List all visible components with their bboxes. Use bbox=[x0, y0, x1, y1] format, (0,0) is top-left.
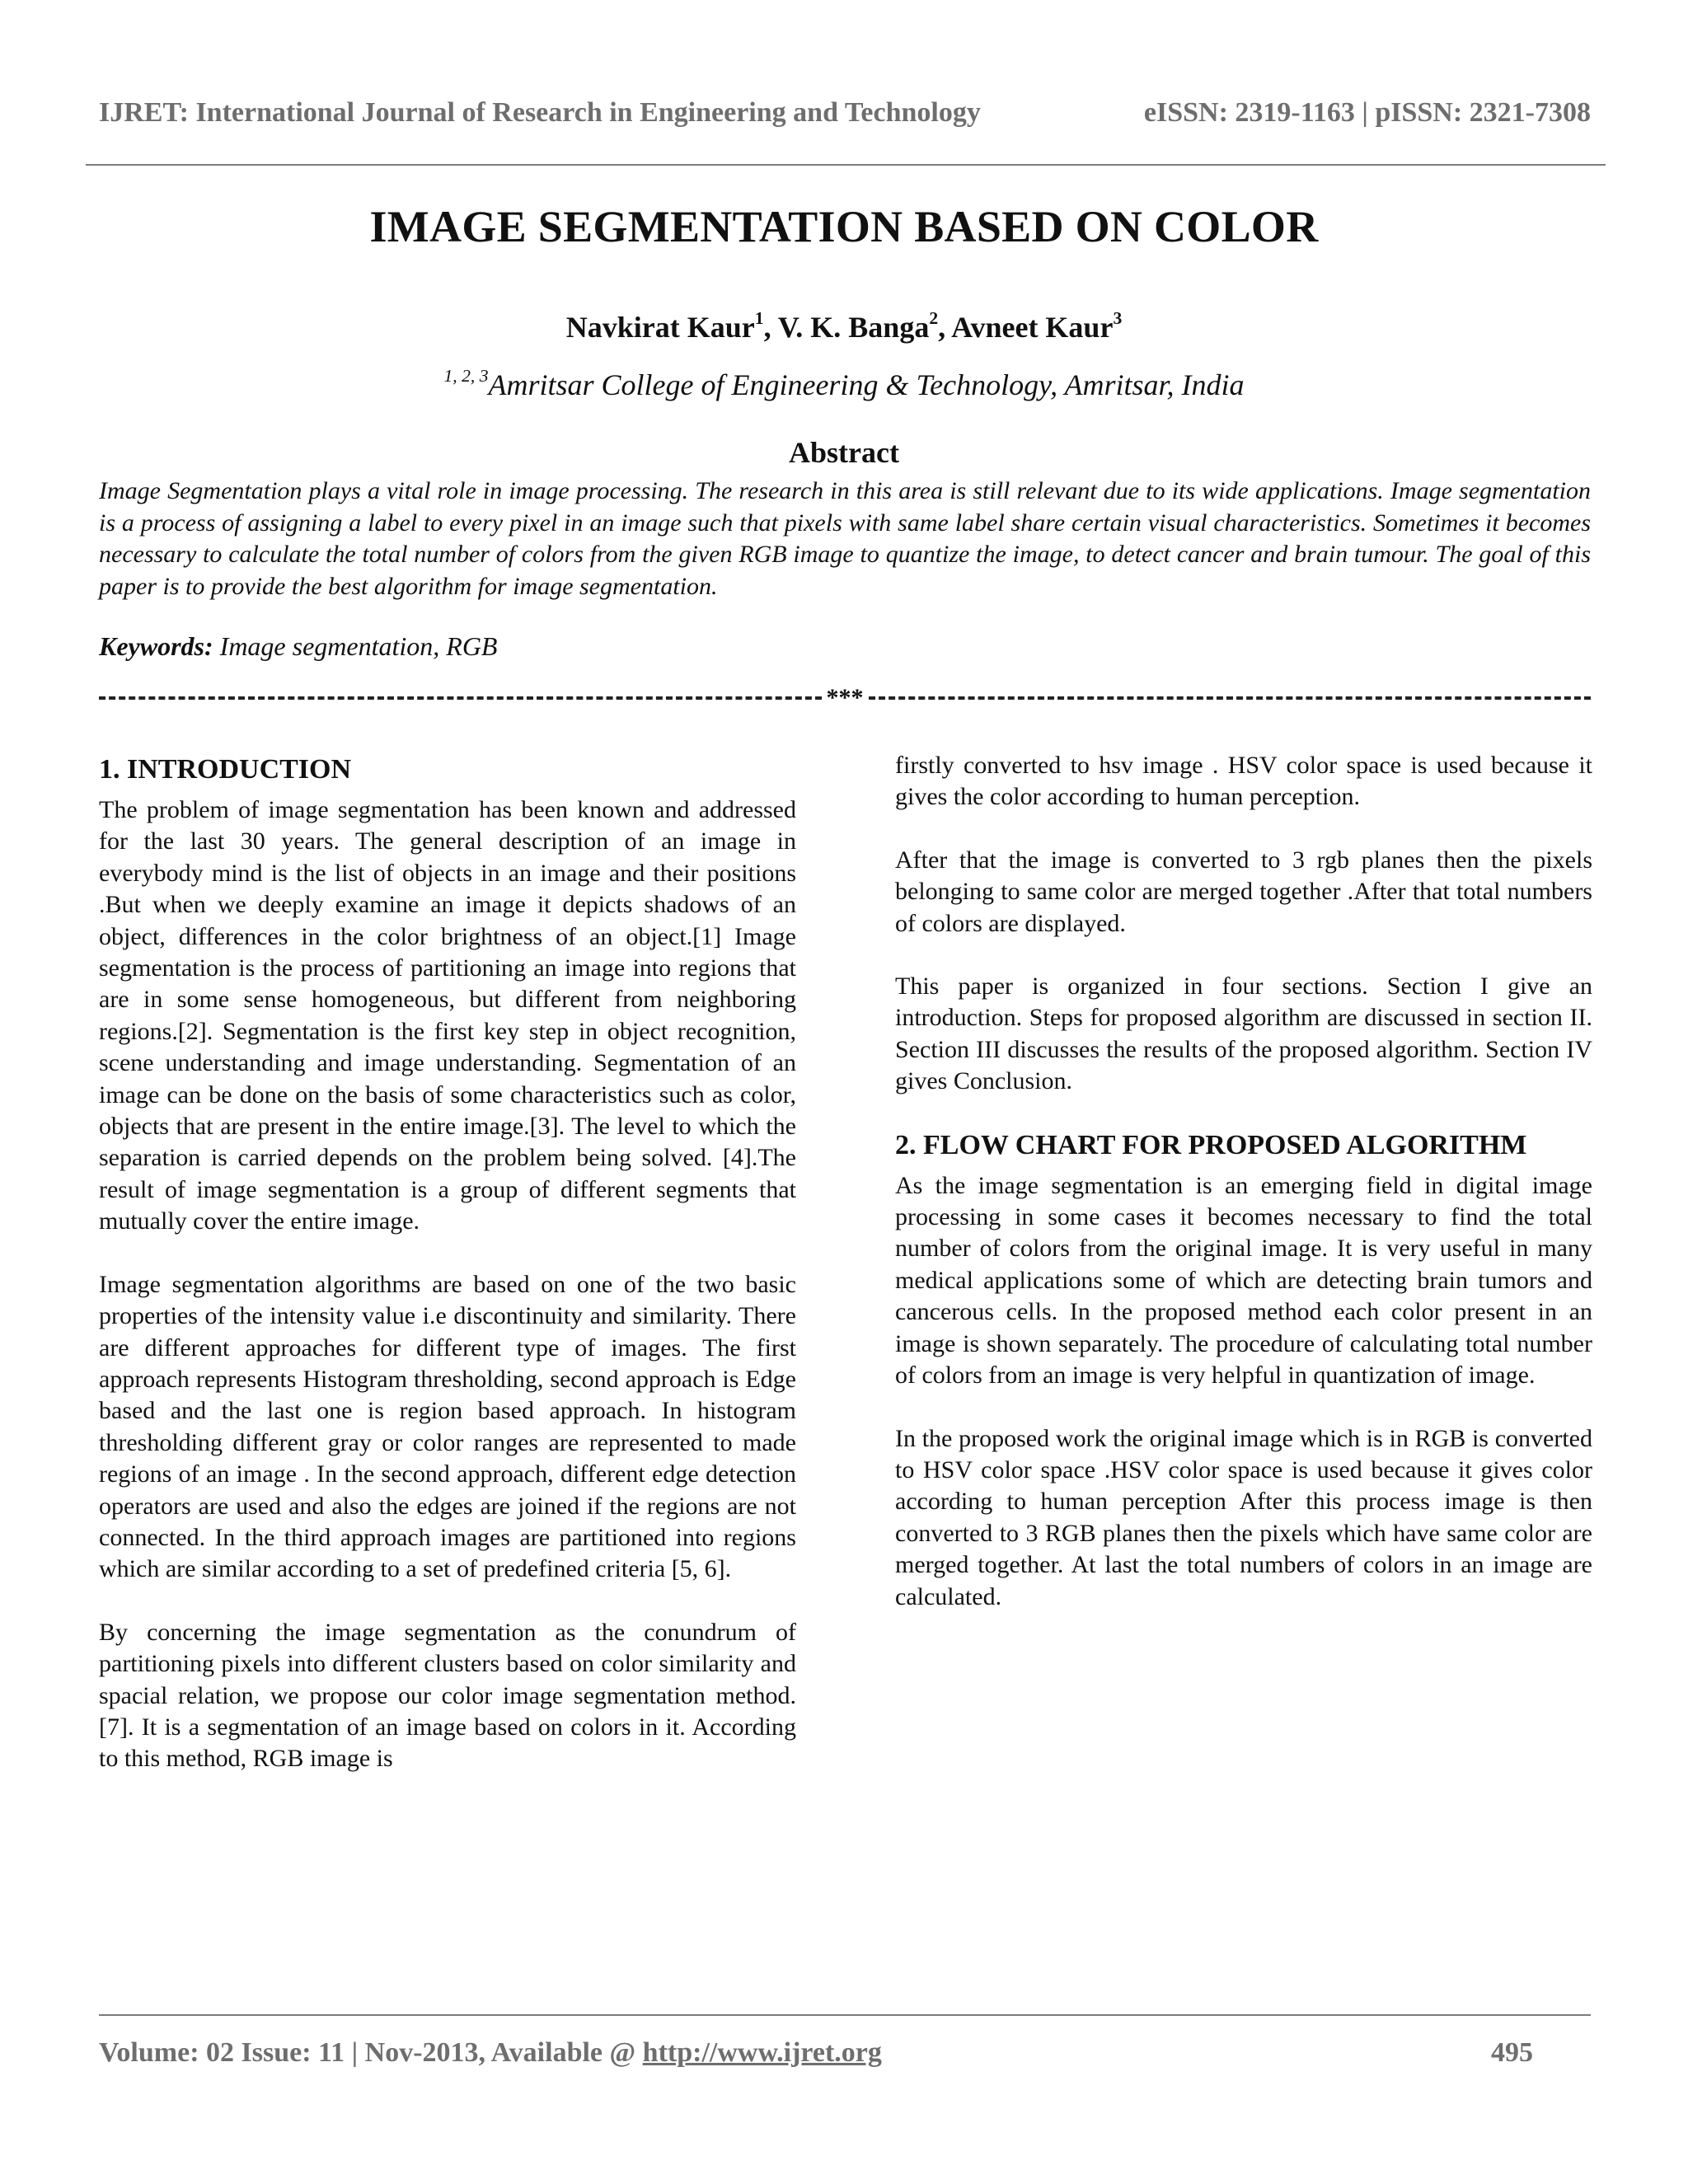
affiliation-marks: 1, 2, 3 bbox=[443, 365, 489, 386]
body-paragraph: firstly converted to hsv image . HSV color space is used because it gives the color according to human perception. bbox=[895, 752, 1592, 811]
author-name: Avneet Kaur bbox=[951, 311, 1114, 344]
separator-dashes-left bbox=[99, 696, 822, 700]
author-list bbox=[0, 307, 1688, 344]
left-column bbox=[99, 753, 796, 1807]
page-footer bbox=[99, 2037, 1533, 2069]
affiliation-text: Amritsar College of Engineering & Technology, Amritsar, India bbox=[488, 368, 1245, 401]
section-separator bbox=[99, 684, 1591, 712]
footer-rule bbox=[99, 2014, 1591, 2016]
page-number: 495 bbox=[1491, 2037, 1533, 2068]
affiliation bbox=[0, 365, 1688, 402]
author-affiliation-mark: 3 bbox=[1113, 307, 1123, 328]
body-paragraph: Image segmentation algorithms are based on one of the two basic properties of the intensity value i.e discontinuity and similarity. There are different approaches for different type of images. The first approach represents Histogram thresholding, second approach is Edge based and the last one is region based approach. In histogram thresholding different gray or color ranges are represented to made regions of an image . In the second approach, different edge detection operators are used and also the edges are joined if the regions are not connected. In the third approach images are partitioned into regions which are similar according to a set of predefined criteria [5, 6]. bbox=[99, 1270, 796, 1583]
section-heading-flow-chart: 2. FLOW CHART FOR PROPOSED ALGORITHM bbox=[895, 1129, 1527, 1160]
journal-name: IJRET: International Journal of Research in Engineering and Technology bbox=[99, 97, 981, 128]
author-separator: , bbox=[938, 311, 952, 344]
running-header bbox=[99, 97, 1591, 129]
keywords-label: Keywords: bbox=[99, 631, 213, 661]
body-paragraph: After that the image is converted to 3 rgb planes then the pixels belonging to same color are merged together .After that total numbers of colors are displayed. bbox=[895, 846, 1592, 937]
separator-stars: *** bbox=[826, 684, 864, 711]
author-name: V. K. Banga bbox=[777, 311, 930, 344]
footer-issue-text: Volume: 02 Issue: 11 | Nov-2013, Available @ bbox=[99, 2037, 643, 2068]
body-paragraph: In the proposed work the original image which is in RGB is converted to HSV color space .HSV color space is used because it gives color according to human perception After this process image is then converted to 3 RGB planes then the pixels which have same color are merged together. At last the total numbers of colors in an image are calculated. bbox=[895, 1424, 1592, 1610]
keywords-text: Image segmentation, RGB bbox=[219, 631, 498, 661]
keywords bbox=[99, 631, 1591, 662]
abstract-text: Image Segmentation plays a vital role in image processing. The research in this area is still relevant due to its wide applications. Image segmentation is a process of assigning a label to every pixel in an image such that pixels with same label share certain visual characteristics. Sometimes it becomes necessary to calculate the total number of colors from the given RGB image to quantize the image, to detect cancer and brain tumour. The goal of this paper is to provide the best algorithm for image segmentation. bbox=[99, 477, 1591, 600]
abstract-heading: Abstract bbox=[789, 436, 899, 469]
author-separator: , bbox=[763, 311, 778, 344]
body-paragraph: By concerning the image segmentation as the conundrum of partitioning pixels into different clusters based on color similarity and spacial relation, we propose our color image segmentation method.[7]. It is a segmentation of an image based on colors in it. According to this method, RGB image is bbox=[99, 1618, 796, 1773]
issn-info: eISSN: 2319-1163 | pISSN: 2321-7308 bbox=[1143, 97, 1591, 128]
author-affiliation-mark: 2 bbox=[929, 307, 939, 328]
body-paragraph: The problem of image segmentation has been known and addressed for the last 30 years. The general description of an image in everybody mind is the list of objects in an image and their positions .But when we deeply examine an image it depicts shadows of an object, differences in the color brightness of an object.[1] Image segmentation is the process of partitioning an image into regions that are in some sense homogeneous, but different from neighboring regions.[2]. Segmentation is the first key step in object recognition, scene understanding and image understanding. Segmentation of an image can be done on the basis of some characteristics such as color, objects that are present in the entire image.[3]. The level to which the separation is carried depends on the problem being solved. [4].The result of image segmentation is a group of different segments that mutually cover the entire image. bbox=[99, 796, 796, 1235]
journal-website-link[interactable]: http://www.ijret.org bbox=[642, 2037, 882, 2068]
body-paragraph: This paper is organized in four sections. Section I give an introduction. Steps for proposed algorithm are discussed in section II. Section III discusses the results of the proposed algorithm. Section IV gives Conclusion. bbox=[895, 972, 1592, 1095]
author-affiliation-mark: 1 bbox=[754, 307, 764, 328]
section-heading-introduction: 1. INTRODUCTION bbox=[99, 754, 352, 785]
body-paragraph: As the image segmentation is an emerging field in digital image processing in some cases it becomes necessary to find the total number of colors from the original image. It is very useful in many medical applications some of which are detecting brain tumors and cancerous cells. In the proposed method each color present in an image is shown separately. The procedure of calculating total number of colors from an image is very helpful in quantization of image. bbox=[895, 1171, 1592, 1390]
separator-dashes-right bbox=[869, 696, 1592, 700]
footer-issue-info bbox=[99, 2037, 882, 2069]
paper-title: IMAGE SEGMENTATION BASED ON COLOR bbox=[369, 202, 1319, 251]
author-name: Navkirat Kaur bbox=[565, 311, 755, 344]
header-rule bbox=[86, 164, 1606, 166]
right-column bbox=[895, 750, 1592, 1644]
